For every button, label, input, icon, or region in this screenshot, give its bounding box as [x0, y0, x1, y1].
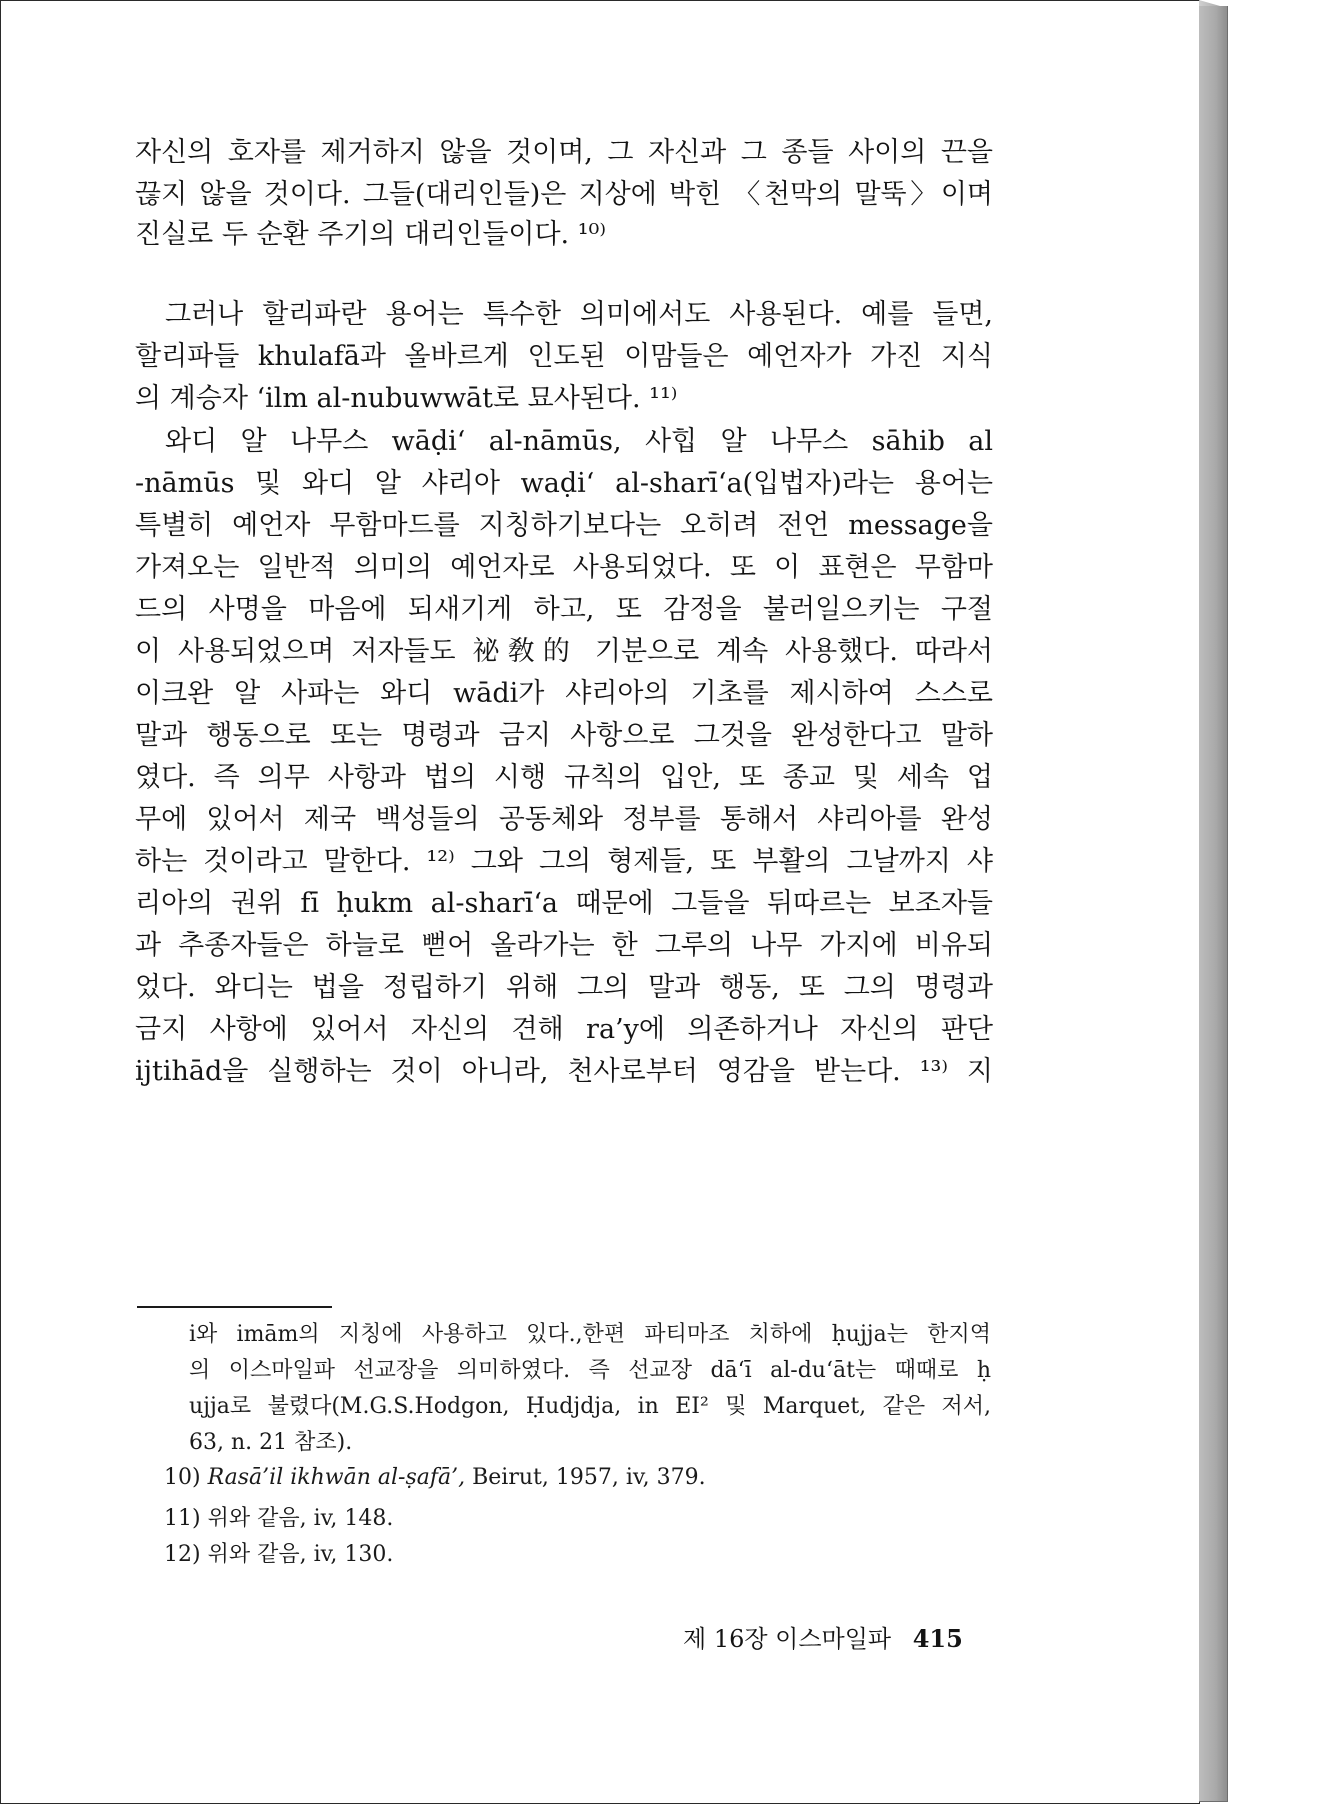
footnote-text: 위와 같음, iv, 130.: [207, 1542, 394, 1567]
body-line: 이크완 알 사파는 와디 wādi가 샤리아의 기초를 제시하여 스스로: [135, 678, 993, 709]
body-line: 진실로 두 순환 주기의 대리인들이다. ¹⁰⁾: [135, 219, 607, 250]
body-line: 특별히 예언자 무함마드를 지칭하기보다는 오히려 전언 message을: [135, 510, 993, 541]
body-line: 이 사용되었으며 저자들도 祕敎的 기분으로 계속 사용했다. 따라서: [135, 636, 993, 667]
body-line: 리아의 권위 fī ḥukm al-sharī‘a 때문에 그들을 뒤따르는 보조자들: [135, 888, 993, 919]
footnote-line: 의 이스마일파 선교장을 의미하였다. 즉 선교장 dā‘ī al-du‘āt는 때때로 ḥ: [189, 1358, 991, 1383]
body-line: 와디 알 나무스 wāḍi‘ al-nāmūs, 사힙 알 나무스 sāhib al: [165, 426, 993, 457]
body-line: 과 추종자들은 하늘로 뻗어 올라가는 한 그루의 나무 가지에 비유되: [135, 930, 993, 961]
body-line: 였다. 즉 의무 사항과 법의 시행 규칙의 입안, 또 종교 및 세속 업: [135, 762, 993, 793]
body-line: 하는 것이라고 말한다. ¹²⁾ 그와 그의 형제들, 또 부활의 그날까지 샤: [135, 846, 993, 877]
footnote-10: [164, 1465, 706, 1490]
body-line: ijtihād을 실행하는 것이 아니라, 천사로부터 영감을 받는다. ¹³⁾ 지: [135, 1056, 993, 1087]
body-line: 금지 사항에 있어서 자신의 견해 ra’y에 의존하거나 자신의 판단: [135, 1014, 993, 1045]
footnote-number: 10): [164, 1465, 201, 1490]
body-line: 말과 행동으로 또는 명령과 금지 사항으로 그것을 완성한다고 말하: [135, 720, 993, 751]
chapter-title: 제 16장 이스마일파: [683, 1625, 892, 1653]
footnote-line: i와 imām의 지칭에 사용하고 있다.,한편 파티마조 치하에 ḥujja는 한지역: [189, 1322, 991, 1347]
footnote-text: Beirut, 1957, iv, 379.: [465, 1465, 706, 1490]
body-line: 그러나 할리파란 용어는 특수한 의미에서도 사용된다. 예를 들면,: [165, 299, 993, 330]
footnote-rule: [137, 1306, 332, 1308]
footnote-text: 위와 같음, iv, 148.: [207, 1506, 394, 1531]
footnote-11: [164, 1501, 393, 1532]
body-line: 자신의 호자를 제거하지 않을 것이며, 그 자신과 그 종들 사이의 끈을: [135, 137, 993, 168]
body-line: -nāmūs 및 와디 알 샤리아 waḍi‘ al-sharī‘a(입법자)라는 용어는: [135, 468, 993, 499]
footnote-12: [164, 1537, 393, 1568]
footnote-number: 11): [164, 1506, 201, 1531]
body-line: 할리파들 khulafā과 올바르게 인도된 이맘들은 예언자가 가진 지식: [135, 341, 993, 372]
footnote-number: 12): [164, 1542, 201, 1567]
footnote-line: ujja로 불렸다(M.G.S.Hodgon, Ḥudjdja, in EI² 및 Marquet, 같은 저서,: [189, 1394, 991, 1419]
body-line: 의 계승자 ‘ilm al-nubuwwāt로 묘사된다. ¹¹⁾: [135, 383, 678, 414]
footnote-line: 63, n. 21 참조).: [189, 1430, 353, 1455]
body-line: 가져오는 일반적 의미의 예언자로 사용되었다. 또 이 표현은 무함마: [135, 552, 993, 583]
body-line: 무에 있어서 제국 백성들의 공동체와 정부를 통해서 샤리아를 완성: [135, 804, 993, 835]
page-stack-edge: [1199, 6, 1228, 1802]
page-number: 415: [912, 1624, 963, 1653]
footnote-title: Rasā’il ikhwān al-ṣafā’,: [207, 1465, 466, 1490]
body-line: 끊지 않을 것이다. 그들(대리인들)은 지상에 박힌 〈천막의 말뚝〉이며: [135, 179, 993, 210]
body-line: 었다. 와디는 법을 정립하기 위해 그의 말과 행동, 또 그의 명령과: [135, 972, 993, 1003]
body-line: 드의 사명을 마음에 되새기게 하고, 또 감정을 불러일으키는 구절: [135, 594, 993, 625]
running-footer: [683, 1619, 963, 1654]
